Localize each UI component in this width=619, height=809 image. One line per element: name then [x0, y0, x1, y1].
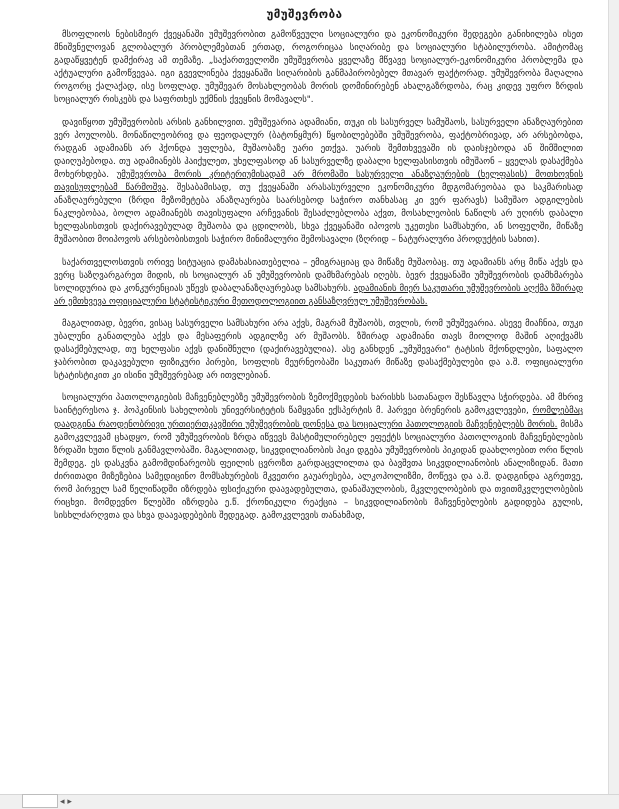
paragraph-3	[54, 257, 583, 309]
paragraph-2-text-before: დავიწყოთ უმუშევრობის არსის განხილვით. უმუშევარია ადამიანი, თუკი ის სასურველ სამუშაოს, სასურველი ანაზღაურებით ვერ პოულობს. მონაწილეობრივ და ფეოდალურ (ბატონყმურ) წყობილებებში უმუშევრობა, ფაქტობრივად, არ არსებობდა, რადგან ადამიანს არ ჰქონდა უფლება, მუშაობაზე უარი ეთქვა. უარის შემთხვევაში ის დაისჯებოდა ან შიმშილით დაიღუპებოდა. თუ ადამიანებს ჰაიქულეთ, უხელფასოდ ან სასურველზე დაბალი ხელფასისთვის იმუშაონ – ყველას დასაქმება მოხერხდება.	[54, 117, 583, 180]
paragraph-3-text-before: საქართველოსთვის ორივე სიტუაცია დამახასიათებელია – ემიგრაციაც და მიწაზე მუშაობაც. თუ ადამიანს არც მიწა აქვს და ვერც საზღვარგარეთ მიდის, ის სოციალურ ან უმუშევრობის დამხმარებას იღებს. ბევრ ქვეყანაში უმუშევრობის დამხმარება სოლიდურია და კონკურენციას უწევს დაბალანაზღაურებად სამსახურს.	[54, 257, 583, 294]
vertical-scrollbar[interactable]	[608, 0, 619, 795]
paragraph-4	[54, 318, 583, 383]
document-title: უმუშევრობა	[266, 7, 343, 21]
paragraph-4-text: მაგალითად, ბევრი, ვისაც სასურველი სამსახური არა აქვს, მაგრამ მუშაობს, თვლის, რომ უმუშევარია. ასევე მიაჩნია, თუკი უბალუნი განათლება აქვს და მესაფერის ადგილზე არ მუშაობს. ზშირად ადამიანი თავს მიოლოდ მაშინ აღიქვამს დასაქმებულად, თუ ხელფასი აქვს დანიშნული (დაქირავებულია). ასე განხდენ „უმუშევარი" ტატსის მქონდლები, საფალო ჯაბრობით დაკავებული ფიზიკური პირები, სოფლის მეურნეობაში საკუთარ მიწაზე დასაქმებულები და ა.შ. ოფიციალური სტატისტიკით კი ისინი უმუშევრებად არ ითვლებიან.	[54, 318, 583, 382]
paragraph-5	[54, 392, 583, 523]
paragraph-2-underlined: უმუშევრობა მორის კრიტერიუმისადამ არ მრომაში სასურველი ანაზღაურების (ხელფასის) მოთხოვნის თავისუფლებამ წარმოშვა	[54, 169, 583, 194]
paragraph-2	[54, 117, 583, 248]
paragraph-1	[54, 29, 583, 108]
paragraph-2-text-after: . შესაბამისად, თუ ქვეყანაში არასასურველი ეკონომიკური მდგომარეობაა და საკმარისად ანაზღაურებული (ზრდი მეზომეტება ანაზღაურება საარსებოდ საჭირო თანხასაც კი ვერ ფარავს) სამუშაო ადგილების ნაკლებობაა, ბოლო ადამიანებს თავისუფალი არჩევანის შესაძლებლობა აქვთ, მოსახლეობის ნაწილს არ უღირს დაბალი ხელფასისთვის დაქირავებულად მუშაობა და ცდილობს, სხვა ქვეყანაში იპოვოს უკეთესი სამსახური, ან სოფელში, მიწაზე მუშაობით მოიპოვოს არსებობისთვის საჭირო მინიმალური შემოსავალი (ზღრიდ – ნატურალური პროდუქტის სახით).	[54, 183, 583, 246]
paragraph-5-underlined: რომლებმაც დაადგინა რაოდენობრივი ურთიერთკავშირი უმუშევრობის დონესა და სოციალური პათოლოგიის მაჩვენებლებს მორის.	[54, 406, 583, 430]
bottom-navigation-bar	[0, 794, 619, 809]
paragraph-5-text-before: სოციალური პათოლოგიების მაჩვენებლებზე უმუშევრობის ზემოქმედების ხარისხს სათანადო შესწავლა სჭირდება. ამ მხრივ საინტერესოა ჯ. ჰოპკინსის სახელობის უნივერსიტეტის წამყვანი ექსპერტის მ. ჰარვეი ბრენერის გამოკვლევები,	[54, 393, 583, 417]
page-nav-arrows-icon[interactable]: ◂ ▸	[60, 797, 72, 807]
paragraph-3-underlined: ადამიანის მიერ საკუთარი უმუშევრობის აღქმა ზშირად არ ემთხვევა ოფიციალური სტატისტიკური მეთოდოლოგიით განსაზღვრულ უმუშევრობას.	[54, 283, 583, 307]
page-number-input[interactable]	[22, 794, 58, 808]
paragraph-5-text-after: მისმა გამოკვლევამ ცხადყო, რომ უმუშევრობის ზრდა იწვევს მასტიმულირებელ ეფექტს სოციალური პათოლოგიის მაჩვენებლების ზრდაში ხუთი წლის განმავლობაში. მაგალითად, სიკვდილიანობის პიკი დგება უმუშევრობის პიკიდან დაახლოებით ორი წლის შემდეგ. ეს დასკვნა გამომდინარეობს ფეილის ცვროზთ გარდაცვლილთა და ბავშვთა სიკვდილიანობის ანალიზიდან. მათი ძირითადი მიზეზებია სამედიცინო მომსახურების მკვეთრი გაუარესება, ალკოჰოლიზმი, მოწევა და ა.შ. დადგინდა აგრეთვე, რომ პირველ სამ წელიწადში იზრდება ფსიქიკური დაავადებულთა, დანაშაულობის, მკვლელობების და თვითმკვლელობების რიცხვი. მომდევნო წლებში იზრდება ე.წ. ქრონიკული რეაქცია – სიკვდილიანობის მაჩვენებლების გადიდება გულის, სისხლძარღვთა და სხვა დაავადებების შედეგად. გამოკვლევის თანახმად,	[54, 419, 583, 522]
paragraph-1-text: მსოფლიოს ნებისმიერ ქვეყანაში უმუშევრობით გამოწვეული სოციალური და ეკონომიკური შედეგები განიხილება ისეთ მნიშვნელოვან გლობალურ პრობლემებთან ერთად, როგორიცაა სიღარიბე და სოციალური სტაბილურობა. ამიტომაც გადაწყვეტენ დამქირავ ამ თემაზე. „საქართველოში უმუშევრობა ყველაზე მწვავე სოციალურ-ეკონომიკური პრობლემა და აქტუალური გამოწვევაა. იგი გვევლინება ქვეყანაში სიღარიბის განმაპირობებელ მთავარ ფაქტორად. უმუშევრობა მაღალია როგორც ქალაქად, ისე სოფლად. უმუშევარ მოსახლეობას მორის დომინირებენ ახალგაზრდობა, რაც კიდევ უფრო ზრდის სოციალურ რისკებს და საფრთხეს უქმნის ქვეყნის მომავალს".	[54, 30, 583, 106]
